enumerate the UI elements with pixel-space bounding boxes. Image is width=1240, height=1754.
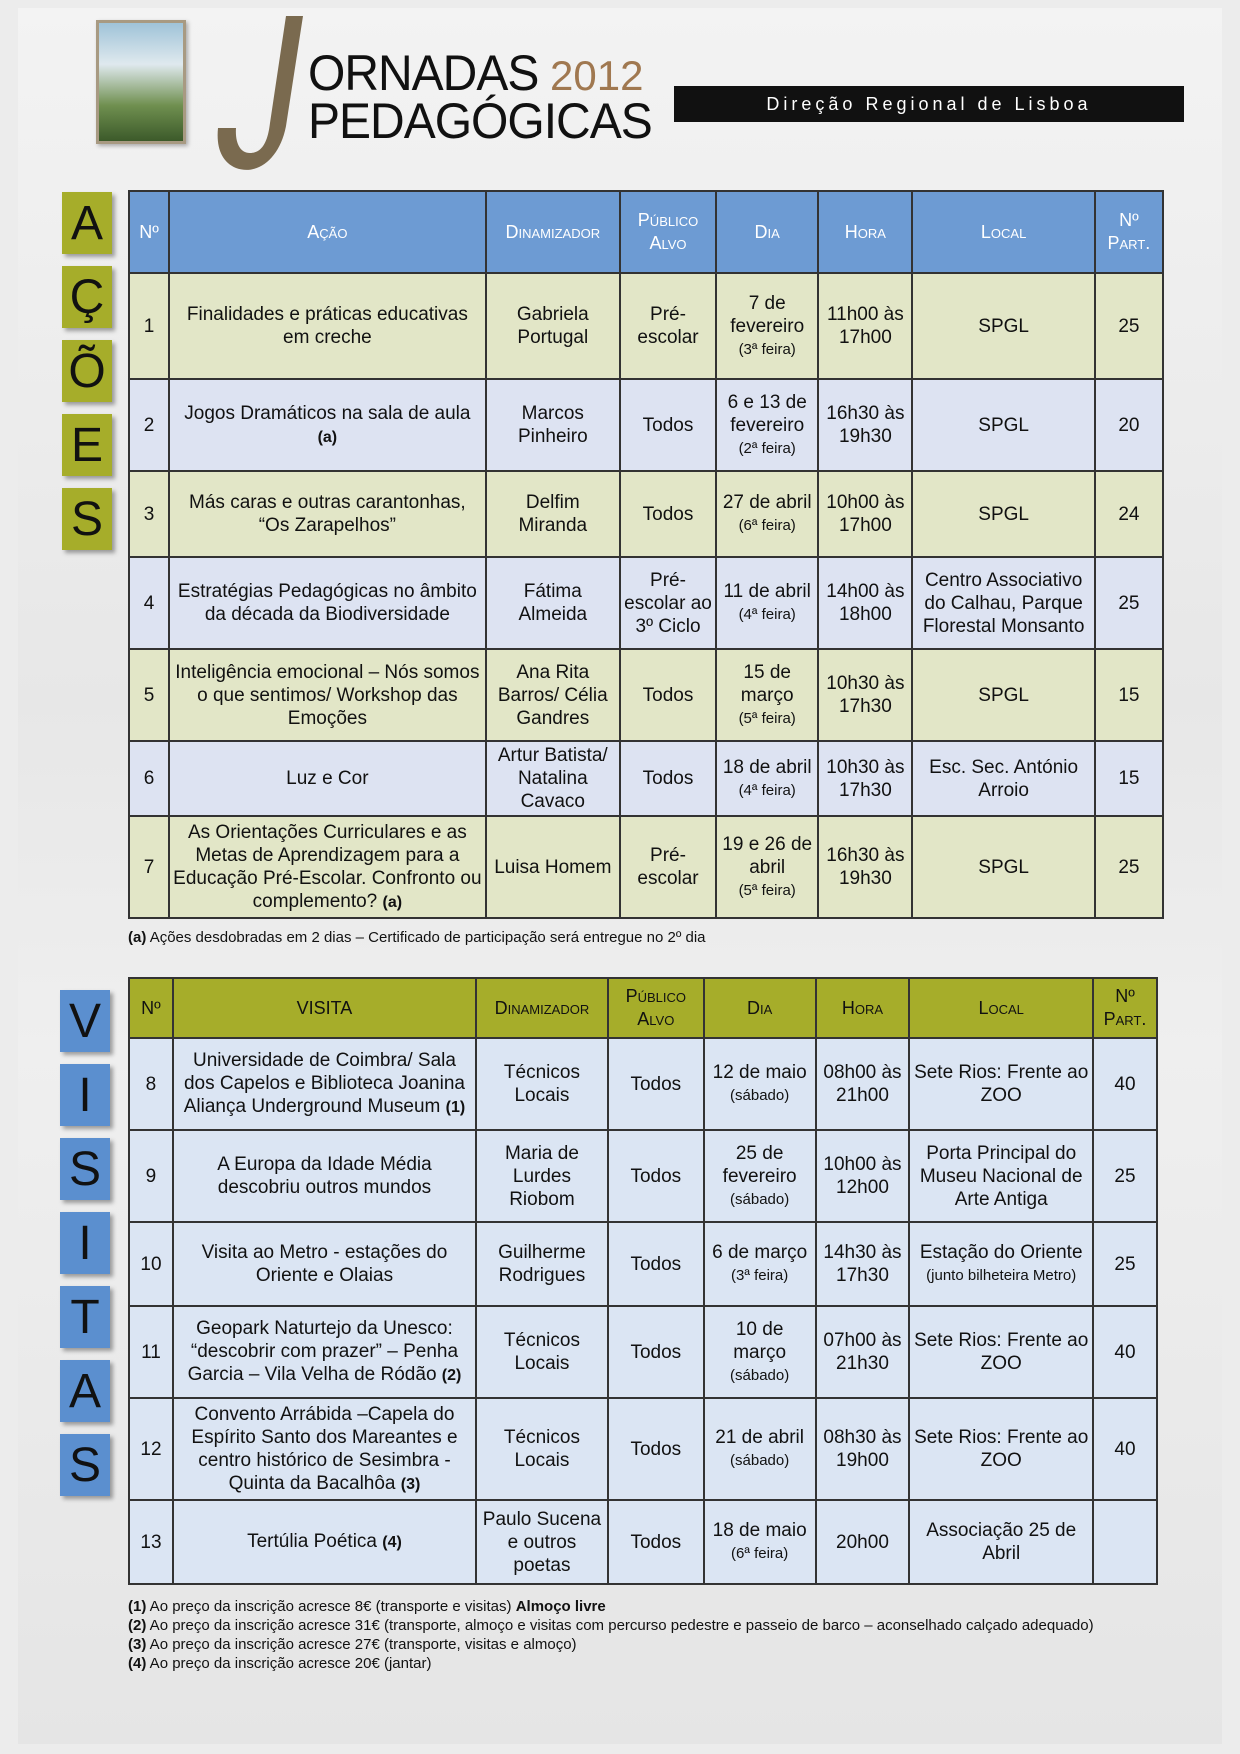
row-number: 8 xyxy=(129,1038,173,1130)
side-letter: T xyxy=(60,1286,110,1348)
activity-text: Geopark Naturtejo da Unesco: “descobrir com prazer” – Penha Garcia – Vila Velha de Ródão xyxy=(187,1318,459,1385)
date-text: 12 de maio xyxy=(712,1062,807,1083)
column-header: Ação xyxy=(169,191,486,273)
row-date xyxy=(716,741,818,816)
row-location xyxy=(909,1398,1093,1500)
side-letter: S xyxy=(60,1434,110,1496)
row-organizer: Fátima Almeida xyxy=(486,557,620,649)
row-date xyxy=(704,1038,816,1130)
location-text: Esc. Sec. António Arroio xyxy=(929,756,1079,801)
footnote-bold: Almoço livre xyxy=(515,1598,606,1615)
side-letter: Õ xyxy=(62,340,112,402)
row-participants: 20 xyxy=(1095,379,1163,471)
row-audience: Todos xyxy=(608,1398,704,1500)
column-header: VISITA xyxy=(173,978,476,1038)
row-audience: Todos xyxy=(620,649,716,741)
row-organizer: Artur Batista/ Natalina Cavaco xyxy=(486,741,620,816)
column-header: Público Alvo xyxy=(620,191,716,273)
region-banner: Direção Regional de Lisboa xyxy=(674,86,1184,122)
row-location xyxy=(909,1222,1093,1306)
table-row xyxy=(129,741,1163,816)
column-header: Hora xyxy=(818,191,912,273)
footnote-mark: (a) xyxy=(128,929,147,946)
visitas-footnotes xyxy=(128,1597,1094,1673)
row-number: 6 xyxy=(129,741,169,816)
side-letter: S xyxy=(60,1138,110,1200)
row-organizer: Gabriela Portugal xyxy=(486,273,620,379)
row-activity xyxy=(169,273,486,379)
row-number: 13 xyxy=(129,1500,173,1584)
header-photo xyxy=(96,20,186,144)
side-letter: Ç xyxy=(62,266,112,328)
row-audience: Todos xyxy=(608,1500,704,1584)
row-time: 14h00 às 18h00 xyxy=(818,557,912,649)
row-activity xyxy=(169,557,486,649)
side-letter: I xyxy=(60,1064,110,1126)
column-header: Hora xyxy=(816,978,910,1038)
table-header-row xyxy=(129,191,1163,273)
row-time: 10h30 às 17h30 xyxy=(818,741,912,816)
location-text: Porta Principal do Museu Nacional de Arte Antiga xyxy=(919,1142,1083,1210)
row-time: 10h00 às 12h00 xyxy=(816,1130,910,1222)
table-row xyxy=(129,557,1163,649)
row-audience: Todos xyxy=(608,1222,704,1306)
column-header: Dia xyxy=(716,191,818,273)
row-location xyxy=(909,1130,1093,1222)
row-location xyxy=(912,816,1094,918)
visitas-side-label xyxy=(60,990,112,1508)
row-audience: Pré-escolar xyxy=(620,273,716,379)
row-location xyxy=(912,471,1094,557)
date-weekday: (sábado) xyxy=(730,1366,790,1384)
column-header: Nº xyxy=(129,191,169,273)
side-letter: S xyxy=(62,488,112,550)
row-audience: Pré-escolar ao 3º Ciclo xyxy=(620,557,716,649)
date-weekday: (4ª feira) xyxy=(738,606,796,623)
column-header: Nº Part. xyxy=(1095,191,1163,273)
row-date xyxy=(716,557,818,649)
table-row xyxy=(129,1038,1157,1130)
footnote-mark: (3) xyxy=(128,1636,147,1653)
side-letter: V xyxy=(60,990,110,1052)
activity-text: Convento Arrábida –Capela do Espírito Santo dos Mareantes e centro histórico de Sesimbra - Quinta da Bacalhôa xyxy=(191,1403,458,1494)
row-participants: 25 xyxy=(1095,816,1163,918)
activity-note: (4) xyxy=(382,1534,402,1551)
date-text: 18 de abril xyxy=(722,756,812,778)
date-weekday: (2ª feira) xyxy=(738,439,796,457)
column-header: Público Alvo xyxy=(608,978,704,1038)
row-audience: Todos xyxy=(608,1306,704,1398)
row-number: 4 xyxy=(129,557,169,649)
row-location xyxy=(909,1500,1093,1584)
location-text: Estação do Oriente xyxy=(919,1242,1083,1263)
activity-note: (a) xyxy=(382,893,403,911)
row-audience: Todos xyxy=(620,471,716,557)
row-organizer: Guilherme Rodrigues xyxy=(476,1222,608,1306)
visitas-table xyxy=(128,977,1158,1585)
location-text: Sete Rios: Frente ao ZOO xyxy=(914,1427,1089,1471)
date-text: 10 de março xyxy=(733,1318,787,1363)
column-header: Local xyxy=(909,978,1093,1038)
date-text: 19 e 26 de abril xyxy=(722,833,813,878)
table-row xyxy=(129,816,1163,918)
row-number: 1 xyxy=(129,273,169,379)
side-letter: E xyxy=(62,414,112,476)
row-time: 16h30 às 19h30 xyxy=(818,816,912,918)
table-row xyxy=(129,1306,1157,1398)
column-header: Dia xyxy=(704,978,816,1038)
row-activity xyxy=(173,1398,476,1500)
column-header: Dinamizador xyxy=(486,191,620,273)
date-weekday: (sábado) xyxy=(730,1087,790,1104)
date-text: 6 e 13 de fevereiro xyxy=(727,391,807,436)
row-organizer: Delfim Miranda xyxy=(486,471,620,557)
footnote-line xyxy=(128,1616,1094,1635)
location-text: Sete Rios: Frente ao ZOO xyxy=(914,1330,1089,1374)
row-activity xyxy=(169,649,486,741)
row-date xyxy=(704,1306,816,1398)
date-weekday: (6ª feira) xyxy=(731,1545,789,1562)
row-time: 20h00 xyxy=(816,1500,910,1584)
side-letter: I xyxy=(60,1212,110,1274)
location-text: SPGL xyxy=(978,503,1029,525)
location-text: Centro Associativo do Calhau, Parque Florestal Monsanto xyxy=(922,569,1085,637)
footnote-text: Ao preço da inscrição acresce 27€ (transporte, visitas e almoço) xyxy=(146,1636,577,1653)
table-row xyxy=(129,379,1163,471)
row-participants: 40 xyxy=(1093,1038,1157,1130)
activity-note: (2) xyxy=(441,1367,462,1384)
location-text: SPGL xyxy=(978,856,1029,878)
date-weekday: (3ª feira) xyxy=(738,340,796,358)
footnote-line xyxy=(128,1654,1094,1673)
row-activity xyxy=(173,1130,476,1222)
column-header: Nº xyxy=(129,978,173,1038)
row-audience: Todos xyxy=(608,1038,704,1130)
table-row xyxy=(129,1130,1157,1222)
date-text: 21 de abril xyxy=(715,1427,804,1448)
date-text: 18 de maio xyxy=(712,1520,807,1541)
column-header: Local xyxy=(912,191,1094,273)
row-number: 5 xyxy=(129,649,169,741)
row-location xyxy=(909,1038,1093,1130)
acoes-table xyxy=(128,190,1164,919)
row-participants: 25 xyxy=(1095,557,1163,649)
row-date xyxy=(704,1500,816,1584)
row-audience: Todos xyxy=(620,379,716,471)
date-text: 11 de abril xyxy=(723,581,811,602)
row-participants: 25 xyxy=(1093,1130,1157,1222)
row-activity xyxy=(169,816,486,918)
row-number: 3 xyxy=(129,471,169,557)
date-weekday: (6ª feira) xyxy=(738,517,796,534)
location-sub: (junto bilheteira Metro) xyxy=(926,1267,1077,1284)
footnote-mark: (4) xyxy=(128,1655,147,1672)
column-header: Nº Part. xyxy=(1093,978,1157,1038)
big-j-letter xyxy=(208,8,318,183)
activity-text: Visita ao Metro - estações do Oriente e Olaias xyxy=(201,1242,448,1286)
location-text: SPGL xyxy=(978,684,1029,706)
date-weekday: (3ª feira) xyxy=(731,1267,789,1284)
row-participants: 15 xyxy=(1095,741,1163,816)
row-location xyxy=(909,1306,1093,1398)
footnote-text: Ações desdobradas em 2 dias – Certificado de participação será entregue no 2º dia xyxy=(149,929,706,946)
row-time: 10h00 às 17h00 xyxy=(818,471,912,557)
row-activity xyxy=(173,1222,476,1306)
date-text: 15 de março xyxy=(740,661,794,706)
activity-text: Finalidades e práticas educativas em creche xyxy=(186,304,468,348)
row-time: 14h30 às 17h30 xyxy=(816,1222,910,1306)
location-text: Associação 25 de Abril xyxy=(926,1520,1077,1564)
column-header: Dinamizador xyxy=(476,978,608,1038)
row-organizer: Marcos Pinheiro xyxy=(486,379,620,471)
row-date xyxy=(716,649,818,741)
row-activity xyxy=(169,379,486,471)
row-activity xyxy=(173,1306,476,1398)
row-audience: Todos xyxy=(608,1130,704,1222)
date-text: 6 de março xyxy=(712,1242,808,1263)
date-weekday: (sábado) xyxy=(730,1452,790,1469)
row-location xyxy=(912,741,1094,816)
footnote-line xyxy=(128,1635,1094,1654)
row-activity xyxy=(173,1038,476,1130)
date-text: 27 de abril xyxy=(722,492,812,513)
activity-text: As Orientações Curriculares e as Metas de Aprendizagem para a Educação Pré-Escolar. Confronto ou complemento? xyxy=(173,821,482,912)
row-participants xyxy=(1093,1500,1157,1584)
date-text: 7 de fevereiro xyxy=(730,292,805,337)
date-weekday: (5ª feira) xyxy=(738,881,796,899)
row-participants: 24 xyxy=(1095,471,1163,557)
row-location xyxy=(912,649,1094,741)
row-number: 11 xyxy=(129,1306,173,1398)
row-participants: 25 xyxy=(1095,273,1163,379)
row-audience: Todos xyxy=(620,741,716,816)
acoes-footnote xyxy=(128,928,706,947)
footnote-mark: (2) xyxy=(128,1617,147,1634)
activity-note: (a) xyxy=(317,428,338,446)
date-weekday: (5ª feira) xyxy=(738,709,796,727)
row-date xyxy=(716,471,818,557)
activity-text: A Europa da Idade Média descobriu outros mundos xyxy=(217,1154,432,1198)
side-letter: A xyxy=(62,192,112,254)
title-line-2: PEDAGÓGICAS xyxy=(308,93,652,150)
row-number: 9 xyxy=(129,1130,173,1222)
footnote-text: Ao preço da inscrição acresce 31€ (transporte, almoço e visitas com percurso pedestre e passeio de barco – aconselhado calçado adequado) xyxy=(146,1617,1094,1634)
row-activity xyxy=(173,1500,476,1584)
row-organizer: Maria de Lurdes Riobom xyxy=(476,1130,608,1222)
date-weekday: (4ª feira) xyxy=(738,781,796,799)
footnote-text: Ao preço da inscrição acresce 8€ (transporte e visitas) xyxy=(146,1598,512,1615)
table-row xyxy=(129,1500,1157,1584)
activity-note: (3) xyxy=(400,1475,421,1493)
row-time: 16h30 às 19h30 xyxy=(818,379,912,471)
title-year: 2012 xyxy=(550,52,644,99)
row-date xyxy=(716,816,818,918)
activity-text: Tertúlia Poética xyxy=(247,1531,377,1552)
date-weekday: (sábado) xyxy=(730,1190,790,1208)
title-line-1: ORNADAS xyxy=(308,45,539,102)
row-number: 12 xyxy=(129,1398,173,1500)
row-location xyxy=(912,379,1094,471)
acoes-side-label xyxy=(62,192,114,562)
side-letter: A xyxy=(60,1360,110,1422)
row-number: 7 xyxy=(129,816,169,918)
row-date xyxy=(704,1222,816,1306)
row-organizer: Técnicos Locais xyxy=(476,1306,608,1398)
row-audience: Pré-escolar xyxy=(620,816,716,918)
row-date xyxy=(716,379,818,471)
row-location xyxy=(912,557,1094,649)
row-organizer: Ana Rita Barros/ Célia Gandres xyxy=(486,649,620,741)
row-time: 11h00 às 17h00 xyxy=(818,273,912,379)
row-participants: 40 xyxy=(1093,1306,1157,1398)
location-text: Sete Rios: Frente ao ZOO xyxy=(914,1062,1089,1106)
row-location xyxy=(912,273,1094,379)
table-row xyxy=(129,1222,1157,1306)
activity-text: Más caras e outras carantonhas, “Os Zarapelhos” xyxy=(189,492,466,536)
row-organizer: Técnicos Locais xyxy=(476,1398,608,1500)
row-time: 08h00 às 21h00 xyxy=(816,1038,910,1130)
table-row xyxy=(129,471,1163,557)
row-activity xyxy=(169,741,486,816)
location-text: SPGL xyxy=(978,315,1029,337)
activity-text: Universidade de Coimbra/ Sala dos Capelos e Biblioteca Joanina Aliança Underground Museum xyxy=(183,1050,465,1117)
row-organizer: Técnicos Locais xyxy=(476,1038,608,1130)
row-number: 2 xyxy=(129,379,169,471)
table-row xyxy=(129,649,1163,741)
row-time: 07h00 às 21h30 xyxy=(816,1306,910,1398)
table-row xyxy=(129,273,1163,379)
activity-text: Estratégias Pedagógicas no âmbito da década da Biodiversidade xyxy=(177,581,477,625)
footnote-text: Ao preço da inscrição acresce 20€ (jantar) xyxy=(146,1655,432,1672)
row-date xyxy=(704,1398,816,1500)
activity-text: Inteligência emocional – Nós somos o que sentimos/ Workshop das Emoções xyxy=(175,661,480,729)
activity-text: Jogos Dramáticos na sala de aula xyxy=(184,402,471,424)
location-text: SPGL xyxy=(978,414,1029,436)
footnote-mark: (1) xyxy=(128,1598,147,1615)
table-header-row xyxy=(129,978,1157,1038)
row-organizer: Luisa Homem xyxy=(486,816,620,918)
row-participants: 40 xyxy=(1093,1398,1157,1500)
footnote-line xyxy=(128,1597,1094,1616)
activity-note: (1) xyxy=(445,1099,466,1116)
activity-text: Luz e Cor xyxy=(286,768,369,789)
table-row xyxy=(129,1398,1157,1500)
row-time: 08h30 às 19h00 xyxy=(816,1398,910,1500)
row-date xyxy=(704,1130,816,1222)
row-activity xyxy=(169,471,486,557)
row-time: 10h30 às 17h30 xyxy=(818,649,912,741)
date-text: 25 de fevereiro xyxy=(722,1142,797,1187)
row-participants: 25 xyxy=(1093,1222,1157,1306)
row-date xyxy=(716,273,818,379)
row-organizer: Paulo Sucena e outros poetas xyxy=(476,1500,608,1584)
row-participants: 15 xyxy=(1095,649,1163,741)
row-number: 10 xyxy=(129,1222,173,1306)
